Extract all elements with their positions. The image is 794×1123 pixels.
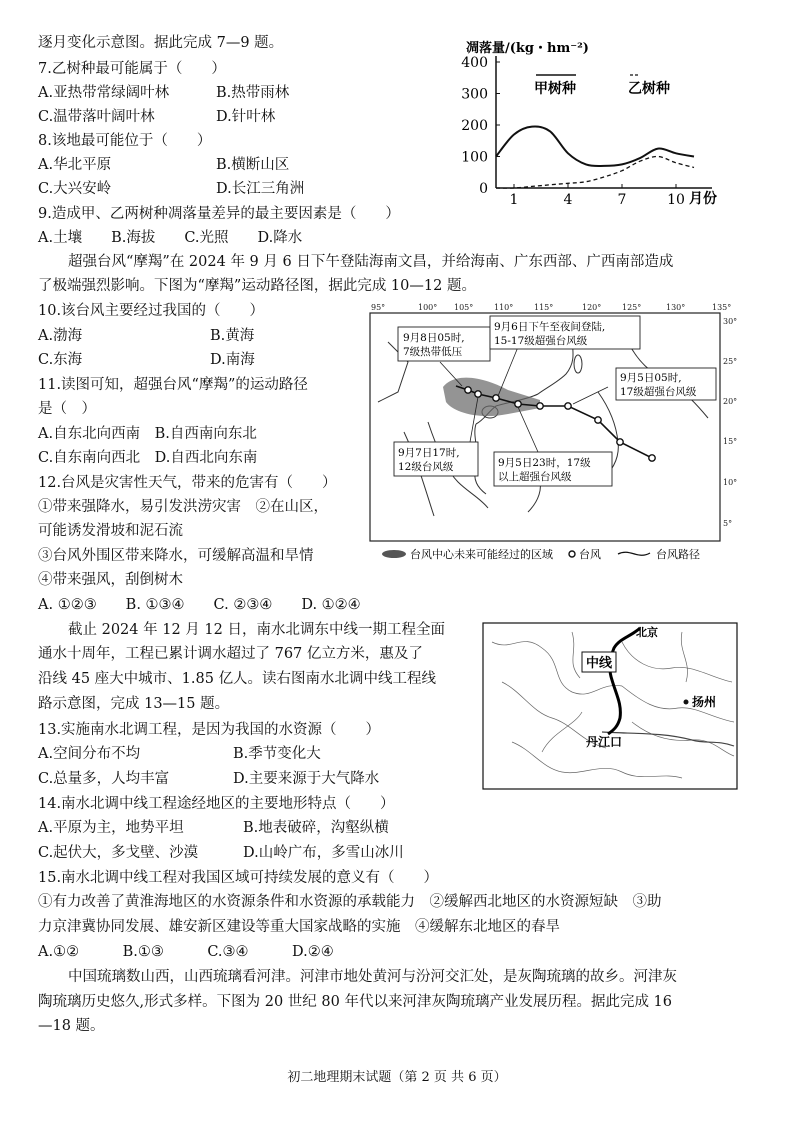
intro-water-4: 路示意图，完成 13—15 题。 xyxy=(38,696,230,712)
question-9: 9.造成甲、乙两树种凋落量差异的最主要因素是（ ） xyxy=(38,206,400,222)
svg-text:以上超强台风级: 以上超强台风级 xyxy=(498,471,572,483)
option-14d: D.山岭广布，多雪山冰川 xyxy=(243,845,404,861)
option-13c: C.总量多，人均丰富 xyxy=(38,771,170,787)
intro-water: 截止 2024 年 12 月 12 日，南水北调东中线一期工程全面 xyxy=(68,622,445,638)
callout-sep8 xyxy=(398,327,490,361)
question-15: 15.南水北调中线工程对我国区域可持续发展的意义有（ ） xyxy=(38,870,439,886)
question-13: 13.实施南水北调工程，是因为我国的水资源（ ） xyxy=(38,722,381,738)
option-8a: A.华北平原 xyxy=(38,157,112,173)
question-11-cont: 是（ ） xyxy=(38,401,96,417)
statement-15-2: 力京津冀协同发展、雄安新区建设等重大国家战略的实施 ④缓解东北地区的春旱 xyxy=(38,919,560,935)
x-tick-label: 10 xyxy=(667,192,685,208)
litter-chart xyxy=(440,30,740,215)
lat-label: 25° xyxy=(723,357,738,366)
legend-point-label: 台风 xyxy=(579,548,601,561)
svg-text:9月8日05时,: 9月8日05时, xyxy=(403,332,465,344)
options-9: A.土壤 B.海拔 C.光照 D.降水 xyxy=(38,230,303,246)
intro-water-2: 通水十周年，工程已累计调水超过了 767 亿立方米，惠及了 xyxy=(38,646,423,662)
text-line: 逐月变化示意图。据此完成 7—9 题。 xyxy=(38,35,284,51)
question-8: 8.该地最可能位于（ ） xyxy=(38,133,212,149)
options-11-row2: C.自东南向西北 D.自西北向东南 xyxy=(38,450,258,466)
option-7d: D.针叶林 xyxy=(216,109,276,125)
intro-glaze-2: 陶琉璃历史悠久,形式多样。下图为 20 世纪 80 年代以来河津灰陶琉璃产业发展历程。据此完成 16 xyxy=(38,994,673,1010)
series-b-line xyxy=(496,156,694,188)
option-14a: A.平原为主，地势平坦 xyxy=(38,820,184,836)
y-tick-label: 300 xyxy=(461,86,488,103)
legend-track-label: 台风路径 xyxy=(656,548,700,561)
typhoon-point xyxy=(617,439,623,445)
lat-label: 10° xyxy=(723,478,738,487)
statement-12-2: 可能诱发滑坡和泥石流 xyxy=(38,523,183,539)
water-route-map xyxy=(482,622,738,790)
typhoon-point xyxy=(649,455,655,461)
question-10: 10.该台风主要经过我国的（ ） xyxy=(38,303,265,319)
typhoon-point xyxy=(595,417,601,423)
svg-text:9月7日17时,: 9月7日17时, xyxy=(398,447,460,459)
x-tick-label: 7 xyxy=(617,192,627,208)
typhoon-map xyxy=(368,302,740,566)
lon-label: 120° xyxy=(582,303,602,312)
y-tick-label: 100 xyxy=(461,149,488,166)
option-10d: D.南海 xyxy=(210,352,255,368)
typhoon-point xyxy=(465,387,471,393)
typhoon-point xyxy=(565,403,571,409)
lon-label: 100° xyxy=(418,303,438,312)
lon-label: 125° xyxy=(622,303,642,312)
svg-text:7级热带低压: 7级热带低压 xyxy=(403,346,463,358)
y-tick-label: 200 xyxy=(461,118,488,134)
question-11: 11.读图可知，超强台风“摩羯”的运动路径 xyxy=(38,377,308,393)
x-tick-label: 4 xyxy=(563,192,573,208)
intro-typhoon-2: 了极端强烈影响。下图为“摩羯”运动路径图，据此完成 10—12 题。 xyxy=(38,278,476,294)
typhoon-point xyxy=(537,403,543,409)
question-14: 14.南水北调中线工程途经地区的主要地形特点（ ） xyxy=(38,796,395,812)
option-13b: B.季节变化大 xyxy=(233,746,321,762)
y-tick-label: 0 xyxy=(479,181,488,197)
x-tick-label: 1 xyxy=(509,192,519,208)
danjiangkou-label: 丹江口 xyxy=(586,735,623,749)
option-14b: B.地表破碎，沟壑纵横 xyxy=(243,820,389,836)
option-10c: C.东海 xyxy=(38,352,83,368)
option-10b: B.黄海 xyxy=(210,328,255,344)
callout-sep5-05 xyxy=(616,368,716,400)
svg-text:9月5日05时,: 9月5日05时, xyxy=(620,372,682,384)
callout-sep5-23 xyxy=(494,452,612,486)
intro-glaze: 中国琉璃数山西，山西琉璃看河津。河津市地处黄河与汾河交汇处，是灰陶琉璃的故乡。河津灰 xyxy=(68,969,677,985)
intro-water-3: 沿线 45 座大中城市、1.85 亿人。读右图南水北调中线工程线 xyxy=(38,671,437,687)
series-b-label: 乙树种 xyxy=(628,81,670,97)
route-label: 中线 xyxy=(586,656,613,671)
callout-sep7 xyxy=(394,442,478,476)
svg-text:9月5日23时，17级: 9月5日23时，17级 xyxy=(498,457,591,469)
lon-label: 135° xyxy=(712,303,732,312)
option-7b: B.热带雨林 xyxy=(216,85,290,101)
svg-text:17级超强台风级: 17级超强台风级 xyxy=(620,386,697,398)
question-7: 7.乙树种最可能属于（ ） xyxy=(38,61,226,77)
series-a-line xyxy=(496,126,694,166)
svg-text:9月6日下午至夜间登陆,: 9月6日下午至夜间登陆, xyxy=(494,321,606,333)
svg-text:15-17级超强台风级: 15-17级超强台风级 xyxy=(494,335,588,347)
lon-label: 130° xyxy=(666,303,686,312)
statement-12-3: ③台风外围区带来降水，可缓解高温和旱情 xyxy=(38,548,314,564)
intro-glaze-3: —18 题。 xyxy=(38,1018,105,1034)
series-a-label: 甲树种 xyxy=(534,81,576,97)
question-12: 12.台风是灾害性天气，带来的危害有（ ） xyxy=(38,475,337,491)
map-legend xyxy=(382,547,700,561)
option-13d: D.主要来源于大气降水 xyxy=(233,771,380,787)
lon-label: 105° xyxy=(454,303,474,312)
option-13a: A.空间分布不均 xyxy=(38,746,141,762)
x-axis-label: 月份 xyxy=(689,191,717,207)
option-7a: A.亚热带常绿阔叶林 xyxy=(38,85,170,101)
statement-12-1: ①带来强降水，易引发洪涝灾害 ②在山区， xyxy=(38,499,328,515)
option-7c: C.温带落叶阔叶林 xyxy=(38,109,155,125)
lat-label: 5° xyxy=(723,519,733,528)
lon-label: 95° xyxy=(371,303,386,312)
options-11-row1: A.自东北向西南 B.自西南向东北 xyxy=(38,426,257,442)
callout-sep6 xyxy=(490,316,640,349)
lon-label: 115° xyxy=(534,303,554,312)
lon-label: 110° xyxy=(494,303,514,312)
options-12: A. ①②③ B. ①③④ C. ②③④ D. ①②④ xyxy=(38,597,361,613)
option-8b: B.横断山区 xyxy=(216,157,290,173)
option-8d: D.长江三角洲 xyxy=(216,181,305,197)
option-10a: A.渤海 xyxy=(38,328,83,344)
legend-area-label: 台风中心未来可能经过的区域 xyxy=(410,548,553,561)
lat-label: 15° xyxy=(723,437,738,446)
typhoon-point xyxy=(475,391,481,397)
intro-typhoon: 超强台风“摩羯”在 2024 年 9 月 6 日下午登陆海南文昌，并给海南、广东西部、广西南部造成 xyxy=(68,254,674,270)
statement-12-4: ④带来强风，刮倒树木 xyxy=(38,572,183,588)
lat-label: 30° xyxy=(723,317,738,326)
option-14c: C.起伏大，多戈壁、沙漠 xyxy=(38,845,199,861)
svg-text:12级台风级: 12级台风级 xyxy=(398,461,454,473)
page-footer: 初二地理期末试题（第 2 页 共 6 页） xyxy=(287,1070,507,1085)
statement-15-1: ①有力改善了黄淮海地区的水资源条件和水资源的承载能力 ②缓解西北地区的水资源短缺 ③助 xyxy=(38,894,662,910)
beijing-label: 北京 xyxy=(636,626,658,639)
option-8c: C.大兴安岭 xyxy=(38,181,112,197)
y-tick-label: 400 xyxy=(461,55,488,71)
typhoon-point xyxy=(515,401,521,407)
yangzhou-dot xyxy=(684,700,689,705)
lat-label: 20° xyxy=(723,397,738,406)
y-axis-label: 凋落量/(kg・hm⁻²) xyxy=(466,41,589,56)
options-15: A.①② B.①③ C.③④ D.②④ xyxy=(38,944,334,960)
yangzhou-label: 扬州 xyxy=(692,695,717,709)
